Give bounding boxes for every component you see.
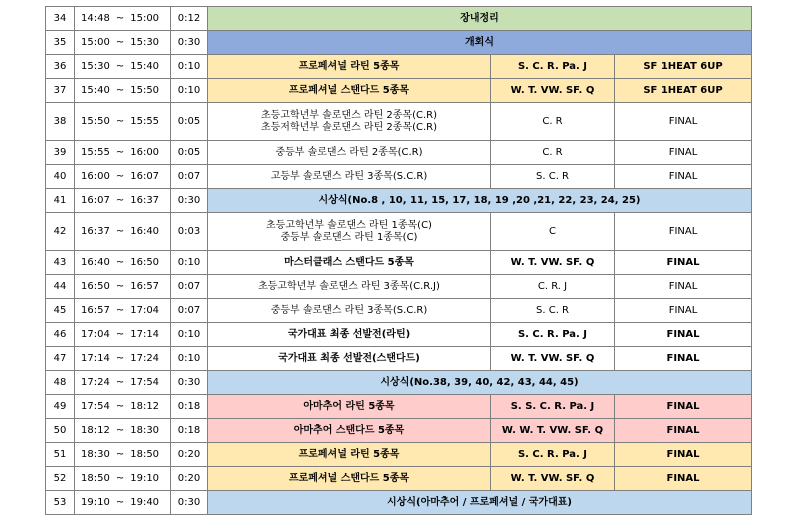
time-range <box>75 189 171 213</box>
round-label: FINAL <box>615 467 752 491</box>
time-separator: ~ <box>115 424 125 436</box>
event-name <box>208 395 491 419</box>
round-label: FINAL <box>615 443 752 467</box>
duration: 0:30 <box>171 491 208 515</box>
start-time: 18:50 <box>81 472 110 484</box>
start-time: 19:10 <box>81 496 110 508</box>
time-separator: ~ <box>115 376 125 388</box>
row-number: 39 <box>46 141 75 165</box>
dance-codes: S. C. R <box>491 165 615 189</box>
event-name-line: 아마추어 라틴 5종목 <box>303 400 395 412</box>
row-number: 42 <box>46 213 75 251</box>
time-separator: ~ <box>115 146 125 158</box>
row-number: 49 <box>46 395 75 419</box>
end-time: 15:40 <box>130 60 160 72</box>
event-name <box>208 213 491 251</box>
duration: 0:18 <box>171 419 208 443</box>
time-separator: ~ <box>115 84 125 96</box>
end-time: 15:30 <box>130 36 160 48</box>
event-name-line: 중등부 솔로댄스 라틴 1종목(C) <box>280 231 418 243</box>
time-separator: ~ <box>115 60 125 72</box>
end-time: 16:07 <box>130 170 160 182</box>
dance-codes: S. C. R. Pa. J <box>491 55 615 79</box>
round-label: FINAL <box>615 213 752 251</box>
end-time: 19:10 <box>130 472 160 484</box>
event-name <box>208 299 491 323</box>
time-separator: ~ <box>115 115 125 127</box>
dance-codes: S. C. R. Pa. J <box>491 323 615 347</box>
time-separator: ~ <box>115 496 125 508</box>
time-separator: ~ <box>115 328 125 340</box>
time-range <box>75 141 171 165</box>
time-range <box>75 299 171 323</box>
time-separator: ~ <box>115 170 125 182</box>
dance-codes: S. C. R. Pa. J <box>491 443 615 467</box>
round-label: SF 1HEAT 6UP <box>615 79 752 103</box>
time-range <box>75 55 171 79</box>
schedule-row <box>46 371 752 395</box>
end-time: 16:57 <box>130 280 160 292</box>
schedule-row <box>46 79 752 103</box>
time-range <box>75 103 171 141</box>
start-time: 16:00 <box>81 170 110 182</box>
event-name-line: 마스터클래스 스탠다드 5종목 <box>284 256 414 268</box>
time-range <box>75 7 171 31</box>
duration: 0:03 <box>171 213 208 251</box>
round-label: FINAL <box>615 103 752 141</box>
dance-codes: C. R <box>491 103 615 141</box>
time-separator: ~ <box>115 304 125 316</box>
schedule-row <box>46 141 752 165</box>
time-separator: ~ <box>115 472 125 484</box>
duration: 0:07 <box>171 165 208 189</box>
end-time: 16:00 <box>130 146 160 158</box>
section-banner: 시상식(No.8 , 10, 11, 15, 17, 18, 19 ,20 ,21, 22, 23, 24, 25) <box>208 189 752 213</box>
time-range <box>75 251 171 275</box>
event-name-line: 초등고학년부 솔로댄스 라틴 1종목(C) <box>266 219 432 231</box>
start-time: 15:30 <box>81 60 110 72</box>
duration: 0:07 <box>171 275 208 299</box>
event-name-line: 프로페셔널 라틴 5종목 <box>298 448 400 460</box>
duration: 0:20 <box>171 443 208 467</box>
duration: 0:10 <box>171 55 208 79</box>
time-range <box>75 323 171 347</box>
row-number: 51 <box>46 443 75 467</box>
time-range <box>75 347 171 371</box>
row-number: 43 <box>46 251 75 275</box>
end-time: 15:00 <box>130 12 160 24</box>
schedule-row <box>46 103 752 141</box>
event-name <box>208 55 491 79</box>
row-number: 47 <box>46 347 75 371</box>
duration: 0:30 <box>171 189 208 213</box>
start-time: 18:12 <box>81 424 110 436</box>
end-time: 17:54 <box>130 376 160 388</box>
time-range <box>75 275 171 299</box>
duration: 0:20 <box>171 467 208 491</box>
time-range <box>75 165 171 189</box>
row-number: 38 <box>46 103 75 141</box>
time-separator: ~ <box>115 448 125 460</box>
end-time: 18:12 <box>130 400 160 412</box>
duration: 0:30 <box>171 31 208 55</box>
row-number: 52 <box>46 467 75 491</box>
start-time: 15:50 <box>81 115 110 127</box>
duration: 0:10 <box>171 79 208 103</box>
time-range <box>75 491 171 515</box>
time-separator: ~ <box>115 36 125 48</box>
event-name <box>208 443 491 467</box>
event-name-line: 국가대표 최종 선발전(스탠다드) <box>278 352 420 364</box>
section-banner: 개회식 <box>208 31 752 55</box>
event-name-line: 프로페셔널 라틴 5종목 <box>298 60 400 72</box>
event-name-line: 중등부 솔로댄스 라틴 2종목(C.R) <box>275 146 423 158</box>
event-name <box>208 419 491 443</box>
duration: 0:10 <box>171 251 208 275</box>
start-time: 17:24 <box>81 376 110 388</box>
dance-codes: C. R. J <box>491 275 615 299</box>
row-number: 40 <box>46 165 75 189</box>
end-time: 18:30 <box>130 424 160 436</box>
section-banner: 시상식(No.38, 39, 40, 42, 43, 44, 45) <box>208 371 752 395</box>
schedule-row <box>46 419 752 443</box>
schedule-row <box>46 189 752 213</box>
schedule-row <box>46 299 752 323</box>
round-label: FINAL <box>615 251 752 275</box>
event-name <box>208 251 491 275</box>
start-time: 16:37 <box>81 225 110 237</box>
duration: 0:30 <box>171 371 208 395</box>
event-name-line: 중등부 솔로댄스 라틴 3종목(S.C.R) <box>270 304 428 316</box>
time-separator: ~ <box>115 194 125 206</box>
row-number: 53 <box>46 491 75 515</box>
schedule-row <box>46 165 752 189</box>
dance-codes: S. C. R <box>491 299 615 323</box>
time-separator: ~ <box>115 12 125 24</box>
section-banner: 장내정리 <box>208 7 752 31</box>
duration: 0:10 <box>171 347 208 371</box>
end-time: 17:14 <box>130 328 160 340</box>
start-time: 17:54 <box>81 400 110 412</box>
event-name-line: 초등저학년부 솔로댄스 라틴 2종목(C.R) <box>260 121 438 133</box>
schedule-table <box>45 6 752 515</box>
end-time: 18:50 <box>130 448 160 460</box>
schedule-row <box>46 491 752 515</box>
duration: 0:05 <box>171 141 208 165</box>
round-label: FINAL <box>615 165 752 189</box>
event-name <box>208 141 491 165</box>
time-range <box>75 79 171 103</box>
schedule-row <box>46 347 752 371</box>
time-range <box>75 371 171 395</box>
duration: 0:05 <box>171 103 208 141</box>
schedule-row <box>46 275 752 299</box>
time-separator: ~ <box>115 225 125 237</box>
time-separator: ~ <box>115 352 125 364</box>
start-time: 15:00 <box>81 36 110 48</box>
schedule-row <box>46 7 752 31</box>
schedule-body <box>46 7 752 515</box>
time-separator: ~ <box>115 280 125 292</box>
round-label: FINAL <box>615 323 752 347</box>
event-name <box>208 103 491 141</box>
row-number: 34 <box>46 7 75 31</box>
event-name-line: 초등고학년부 솔로댄스 라틴 2종목(C.R) <box>260 109 438 121</box>
time-separator: ~ <box>115 400 125 412</box>
start-time: 18:30 <box>81 448 110 460</box>
event-name <box>208 467 491 491</box>
end-time: 15:50 <box>130 84 160 96</box>
event-name-line: 국가대표 최종 선발전(라틴) <box>287 328 411 340</box>
schedule-row <box>46 251 752 275</box>
schedule-row <box>46 213 752 251</box>
schedule-row <box>46 323 752 347</box>
row-number: 45 <box>46 299 75 323</box>
time-range <box>75 31 171 55</box>
end-time: 16:40 <box>130 225 160 237</box>
row-number: 36 <box>46 55 75 79</box>
schedule-row <box>46 395 752 419</box>
end-time: 16:50 <box>130 256 160 268</box>
time-range <box>75 443 171 467</box>
time-range <box>75 213 171 251</box>
row-number: 44 <box>46 275 75 299</box>
row-number: 37 <box>46 79 75 103</box>
event-name-line: 아마추어 스탠다드 5종목 <box>293 424 405 436</box>
start-time: 16:40 <box>81 256 110 268</box>
time-separator: ~ <box>115 256 125 268</box>
round-label: FINAL <box>615 347 752 371</box>
start-time: 15:55 <box>81 146 110 158</box>
duration: 0:18 <box>171 395 208 419</box>
start-time: 16:50 <box>81 280 110 292</box>
event-name-line: 고등부 솔로댄스 라틴 3종목(S.C.R) <box>270 170 428 182</box>
event-name-line: 초등고학년부 솔로댄스 라틴 3종목(C.R.J) <box>258 280 440 292</box>
row-number: 41 <box>46 189 75 213</box>
dance-codes: W. T. VW. SF. Q <box>491 467 615 491</box>
round-label: FINAL <box>615 141 752 165</box>
section-banner: 시상식(아마추어 / 프로페셔널 / 국가대표) <box>208 491 752 515</box>
dance-codes: C. R <box>491 141 615 165</box>
round-label: FINAL <box>615 299 752 323</box>
dance-codes: W. T. VW. SF. Q <box>491 347 615 371</box>
row-number: 46 <box>46 323 75 347</box>
event-name <box>208 79 491 103</box>
round-label: FINAL <box>615 419 752 443</box>
row-number: 50 <box>46 419 75 443</box>
start-time: 15:40 <box>81 84 110 96</box>
time-range <box>75 395 171 419</box>
start-time: 14:48 <box>81 12 110 24</box>
event-name <box>208 275 491 299</box>
start-time: 17:04 <box>81 328 110 340</box>
start-time: 16:57 <box>81 304 110 316</box>
dance-codes: W. T. VW. SF. Q <box>491 251 615 275</box>
schedule-row <box>46 467 752 491</box>
round-label: FINAL <box>615 275 752 299</box>
dance-codes: W. W. T. VW. SF. Q <box>491 419 615 443</box>
row-number: 35 <box>46 31 75 55</box>
dance-codes: W. T. VW. SF. Q <box>491 79 615 103</box>
time-range <box>75 467 171 491</box>
start-time: 16:07 <box>81 194 110 206</box>
time-range <box>75 419 171 443</box>
event-name <box>208 347 491 371</box>
schedule-row <box>46 443 752 467</box>
event-name-line: 프로페셔널 스탠다드 5종목 <box>288 84 410 96</box>
row-number: 48 <box>46 371 75 395</box>
dance-codes: C <box>491 213 615 251</box>
duration: 0:07 <box>171 299 208 323</box>
start-time: 17:14 <box>81 352 110 364</box>
round-label: FINAL <box>615 395 752 419</box>
end-time: 15:55 <box>130 115 160 127</box>
duration: 0:10 <box>171 323 208 347</box>
end-time: 19:40 <box>130 496 160 508</box>
duration: 0:12 <box>171 7 208 31</box>
event-name <box>208 165 491 189</box>
schedule-row <box>46 55 752 79</box>
round-label: SF 1HEAT 6UP <box>615 55 752 79</box>
schedule-row <box>46 31 752 55</box>
end-time: 17:04 <box>130 304 160 316</box>
dance-codes: S. S. C. R. Pa. J <box>491 395 615 419</box>
event-name-line: 프로페셔널 스탠다드 5종목 <box>288 472 410 484</box>
end-time: 17:24 <box>130 352 160 364</box>
event-name <box>208 323 491 347</box>
end-time: 16:37 <box>130 194 160 206</box>
